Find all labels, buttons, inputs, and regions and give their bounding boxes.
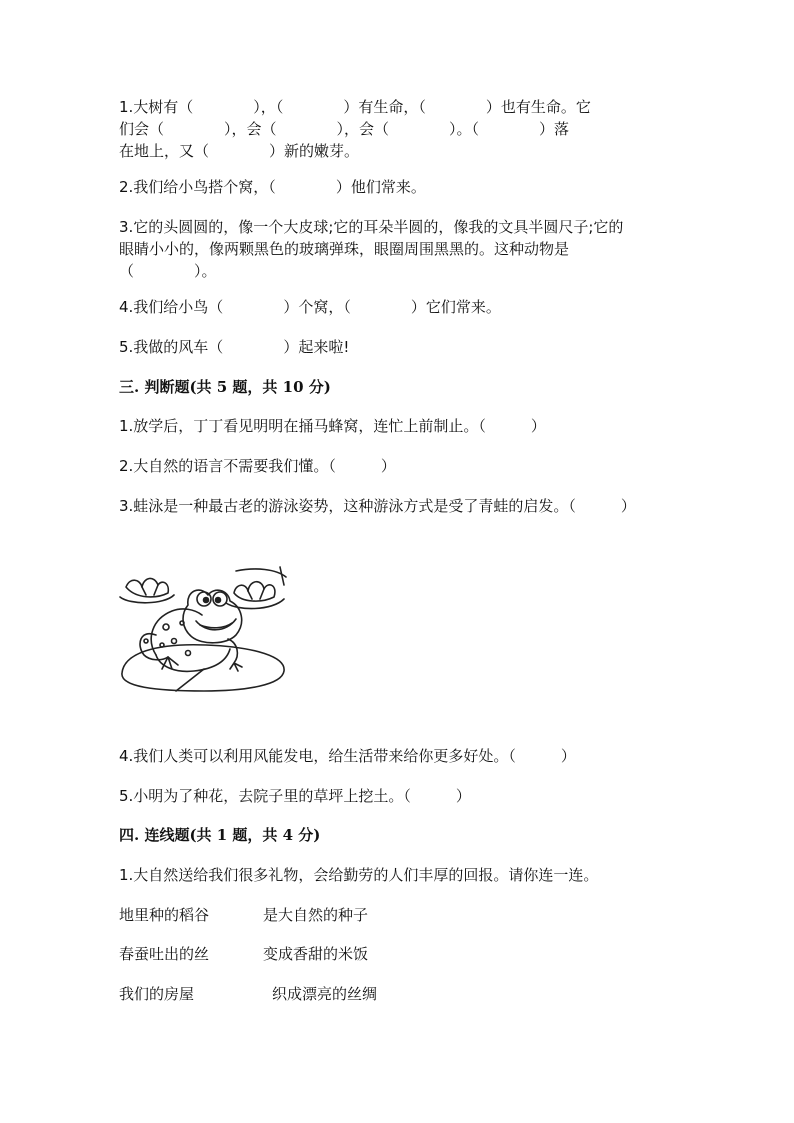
text-line: 1.大自然送给我们很多礼物，会给勤劳的人们丰厚的回报。请你连一连。 xyxy=(119,866,599,884)
section-3-heading: 三. 判断题(共 5 题，共 10 分) xyxy=(119,378,331,396)
fill-item-2 xyxy=(119,176,679,198)
text-line: 5.小明为了种花，去院子里的草坪上挖土。（ ） xyxy=(119,787,471,805)
text-line: 3.蛙泳是一种最古老的游泳姿势，这种游泳方式是受了青蛙的启发。（ ） xyxy=(119,497,636,515)
text-line: 4.我们人类可以利用风能发电，给生活带来给你更多好处。（ ） xyxy=(119,747,576,765)
text-line: 在地上，又（ ）新的嫩芽。 xyxy=(119,142,360,160)
fill-item-5 xyxy=(119,336,679,358)
match-right-item[interactable]: 织成漂亮的丝绸 xyxy=(272,985,378,1003)
text-line: 4.我们给小鸟（ ）个窝，（ ）它们常来。 xyxy=(119,298,501,316)
text-line: 5.我做的风车（ ）起来啦! xyxy=(119,338,350,356)
text-line: 2.我们给小鸟搭个窝，（ ）他们常来。 xyxy=(119,178,426,196)
text-line: 眼睛小小的，像两颗黑色的玻璃弹珠，眼圈周围黑黑的。这种动物是 xyxy=(119,240,570,258)
judge-item-2 xyxy=(119,455,679,477)
fill-item-1 xyxy=(119,96,679,162)
match-left-item[interactable]: 我们的房屋 xyxy=(119,985,195,1003)
fill-item-4 xyxy=(119,296,679,318)
text-line: 2.大自然的语言不需要我们懂。（ ） xyxy=(119,457,396,475)
text-line: （ ）。 xyxy=(119,262,217,280)
text-line: 1.放学后，丁丁看见明明在捅马蜂窝，连忙上前制止。（ ） xyxy=(119,417,546,435)
section-4-heading: 四. 连线题(共 1 题，共 4 分) xyxy=(119,826,321,844)
judge-item-4 xyxy=(119,745,679,767)
fill-item-3 xyxy=(119,216,679,282)
match-right-item[interactable]: 是大自然的种子 xyxy=(263,906,369,924)
text-line: 1.大树有（ ），（ ）有生命，（ ）也有生命。它 xyxy=(119,98,591,116)
judge-item-1 xyxy=(119,415,679,437)
matching-question xyxy=(119,864,679,886)
match-right-item[interactable]: 变成香甜的米饭 xyxy=(263,945,369,963)
judge-item-3 xyxy=(119,495,679,517)
match-left-item[interactable]: 春蚕吐出的丝 xyxy=(119,945,210,963)
text-line: 们会（ ），会（ ），会（ ）。（ ）落 xyxy=(119,120,570,138)
text-line: 3.它的头圆圆的，像一个大皮球;它的耳朵半圆的，像我的文具半圆尺子;它的 xyxy=(119,218,624,236)
judge-item-5 xyxy=(119,785,679,807)
frog-on-lily-pad-illustration xyxy=(116,565,292,695)
match-left-item[interactable]: 地里种的稻谷 xyxy=(119,906,210,924)
